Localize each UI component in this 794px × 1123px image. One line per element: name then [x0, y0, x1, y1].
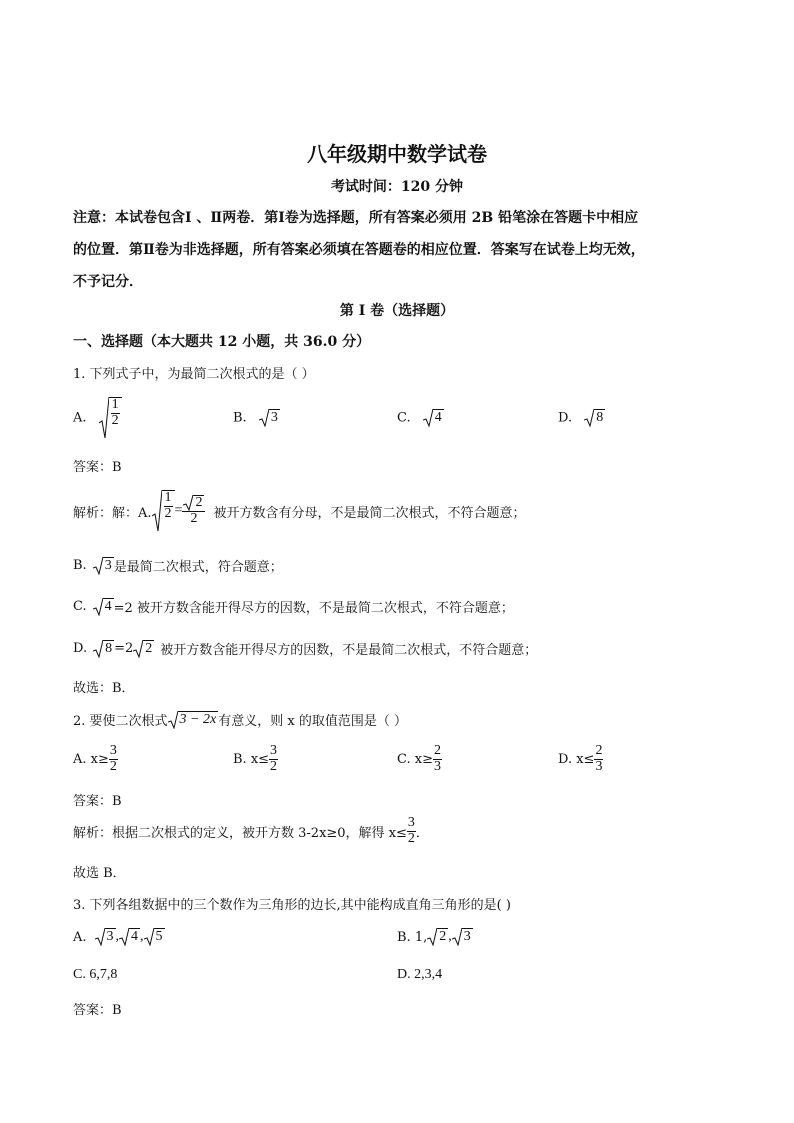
- section1-title: 一、选择题（本大题共 12 小题，共 36.0 分）: [73, 334, 371, 350]
- q1-explanation-a: 解析：解：A. $\frac{1}{2}$ = $\frac{2}{2}$ 被开方数含有分母，不是最简二次根式，不符合题意；: [73, 490, 525, 532]
- q2-option-b: B. x≤ $\frac{3}{2}$: [233, 743, 278, 774]
- q1-option-b: B. 3: [233, 410, 278, 426]
- q3-option-c: C. 6,7,8: [73, 967, 118, 982]
- notice-line-1: 注意：本试卷包含Ⅰ 、Ⅱ两卷．第Ⅰ卷为选择题，所有答案必须用 2B 铅笔涂在答题卡中相应: [73, 210, 639, 226]
- page-title: 八年级期中数学试卷: [307, 142, 487, 166]
- q3-stem: 3. 下列各组数据中的三个数作为三角形的边长,其中能构成直角三角形的是( ): [73, 898, 511, 913]
- q1-option-c: C. 4: [397, 410, 442, 426]
- option-label: A.: [73, 410, 87, 426]
- q2-option-a: A. x≥ $\frac{3}{2}$: [73, 743, 117, 774]
- notice-line-2: 的位置．第Ⅱ卷为非选择题，所有答案必须填在答题卷的相应位置．答案写在试卷上均无效，: [73, 242, 645, 258]
- q1-conclusion: 故选：B．: [73, 681, 135, 696]
- q1-answer: 答案：B: [73, 460, 122, 475]
- q3-answer: 答案：B: [73, 1003, 122, 1018]
- q1-stem: 1. 下列式子中，为最简二次根式的是（ ）: [73, 367, 315, 382]
- part1-title: 第 I 卷（选择题）: [339, 303, 455, 319]
- q2-answer: 答案：B: [73, 794, 122, 809]
- q3-option-d: D. 2,3,4: [397, 967, 443, 982]
- exam-time: 考试时间：120 分钟: [330, 179, 464, 195]
- q1-explanation-c: C. 4 =2 被开方数含能开得尽方的因数，不是最简二次根式，不符合题意；: [73, 598, 514, 616]
- q1-explanation-d: D. 8 =2 2 被开方数含能开得尽方的因数，不是最简二次根式，不符合题意；: [73, 640, 538, 658]
- q2-conclusion: 故选 B．: [73, 866, 126, 881]
- q1-option-d: D. 8: [558, 410, 604, 426]
- q2-option-c: C. x≥ $\frac{2}{3}$: [397, 743, 441, 774]
- q3-option-a: A. 3 , 4 , 5: [73, 929, 163, 945]
- sqrt-fraction: $\frac{1}{2}$: [99, 397, 122, 439]
- q1-option-a: [73, 397, 122, 439]
- q2-explanation: 解析：根据二次根式的定义，被开方数 3-2x≥0，解得 x≤ $\frac{3}{2}$ ．: [73, 815, 429, 846]
- notice-line-3: 不予记分．: [73, 274, 143, 290]
- q2-option-d: D. x≤ $\frac{2}{3}$: [558, 743, 603, 774]
- q3-option-b: B. 1, 2 , 3: [397, 929, 471, 945]
- q2-stem: 2. 要使二次根式 3 − 2x 有意义，则 x 的取值范围是（ ）: [73, 711, 407, 729]
- q1-explanation-b: B. 3 是最简二次根式，符合题意；: [73, 557, 283, 575]
